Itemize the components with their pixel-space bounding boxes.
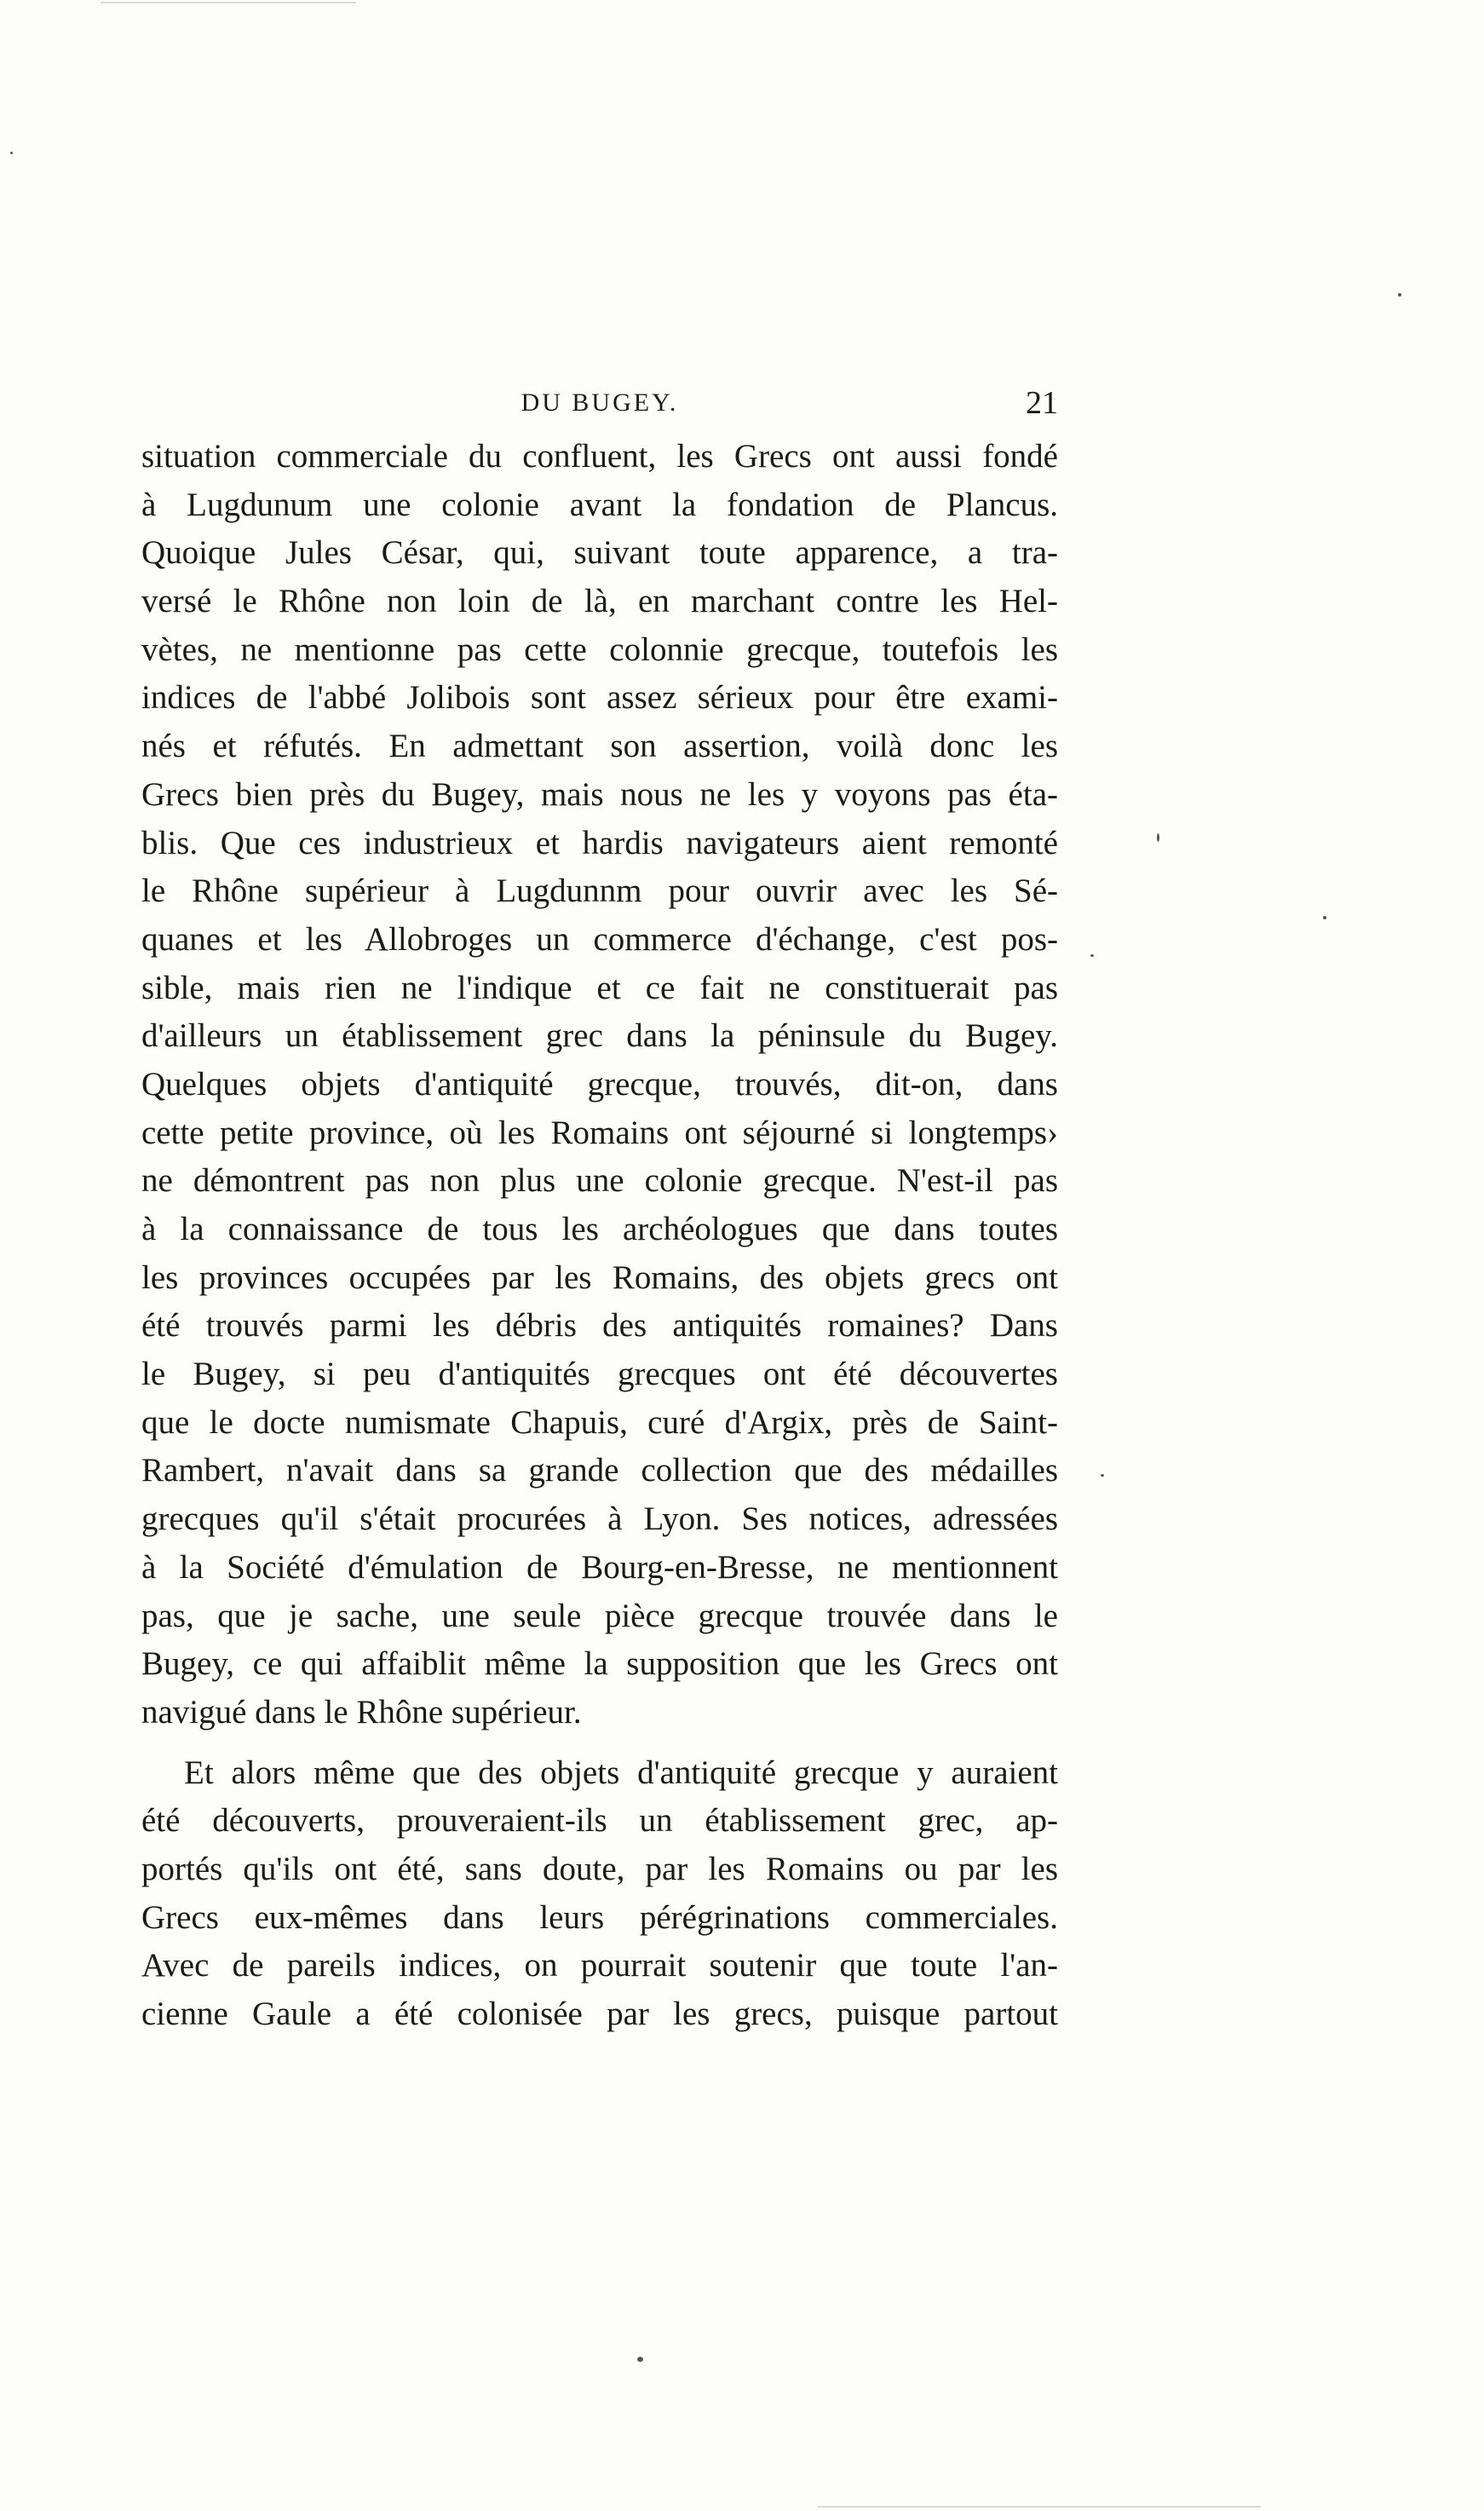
text-line: quanes et les Allobroges un commerce d'échange, c'est pos- [141,920,1058,958]
paragraph-1 [141,433,1058,1737]
text-line: cette petite province, où les Romains ont séjourné si longtemps› [141,1114,1058,1151]
text-line: nés et réfutés. En admettant son assertion, voilà donc les [141,728,1058,765]
scan-speck [1323,916,1326,919]
text-line: navigué dans le Rhône supérieur. [141,1693,582,1731]
text-line: les provinces occupées par les Romains, des objets grecs ont [141,1258,1058,1296]
text-line: Bugey, ce qui affaiblit même la supposition que les Grecs ont [141,1645,1058,1683]
scan-edge-mark [101,2,356,3]
scan-speck [1101,1474,1104,1477]
text-line: indices de l'abbé Jolibois sont assez sérieux pour être exami- [141,679,1058,717]
text-line: Grecs bien près du Bugey, mais nous ne les y voyons pas éta- [141,775,1058,813]
text-line: situation commerciale du confluent, les Grecs ont aussi fondé [141,438,1058,475]
text-line: le Bugey, si peu d'antiquités grecques ont été découvertes [141,1356,1058,1393]
text-line: cienne Gaule a été colonisée par les grecs, puisque partout [141,1996,1058,2032]
text-line: été trouvés parmi les débris des antiquités romaines? Dans [141,1307,1058,1345]
running-head [141,382,1058,424]
scan-speck [1398,293,1401,297]
text-line: le Rhône supérieur à Lugdunnm pour ouvrir avec les Sé- [141,873,1058,910]
text-line: d'ailleurs un établissement grec dans la péninsule du Bugey. [141,1017,1058,1055]
text-line: Et alors même que des objets d'antiquité grecque y auraient [184,1754,1058,1791]
scan-edge-mark [818,2506,1261,2508]
text-line: à la connaissance de tous les archéologues que dans toutes [141,1211,1058,1247]
scan-speck [1157,833,1159,842]
text-line: pas, que je sache, une seule pièce grecque trouvée dans le [141,1597,1058,1634]
text-line: que le docte numismate Chapuis, curé d'Argix, près de Saint- [141,1403,1058,1441]
text-line: été découverts, prouveraient-ils un établissement grec, ap- [141,1802,1058,1840]
text-line: sible, mais rien ne l'indique et ce fait ne constituerait pas [141,969,1058,1006]
text-line: à la Société d'émulation de Bourg-en-Bresse, ne mentionnent [141,1548,1058,1586]
text-line: portés qu'ils ont été, sans doute, par les Romains ou par les [141,1850,1058,1887]
paragraph-spacer [141,1737,1058,1749]
page-number: 21 [1026,385,1058,421]
text-line: Quelques objets d'antiquité grecque, trouvés, dit-on, dans [141,1065,1058,1103]
text-line: vètes, ne mentionne pas cette colonnie grecque, toutefois les [141,631,1058,668]
scan-speck [1090,954,1094,957]
text-line: versé le Rhône non loin de là, en marchant contre les Hel- [141,583,1058,620]
text-line: à Lugdunum une colonie avant la fondation de Plancus. [141,486,1058,523]
body-text [141,433,1058,2039]
text-line: Grecs eux-mêmes dans leurs pérégrinations commerciales. [141,1898,1058,1936]
text-line: ne démontrent pas non plus une colonie grecque. N'est-il pas [141,1162,1058,1200]
text-line: blis. Que ces industrieux et hardis navigateurs aient remonté [141,824,1058,861]
text-line: Avec de pareils indices, on pourrait soutenir que toute l'an- [141,1947,1058,1984]
text-line: grecques qu'il s'était procurées à Lyon. Ses notices, adressées [141,1500,1058,1538]
scan-speck [10,152,13,154]
scan-speck [637,2357,643,2362]
text-line: Rambert, n'avait dans sa grande collection que des médailles [141,1452,1058,1489]
text-line: Quoique Jules César, qui, suivant toute apparence, a tra- [141,534,1058,572]
running-head-title: DU BUGEY. [521,389,679,417]
paragraph-2 [141,1749,1058,2039]
